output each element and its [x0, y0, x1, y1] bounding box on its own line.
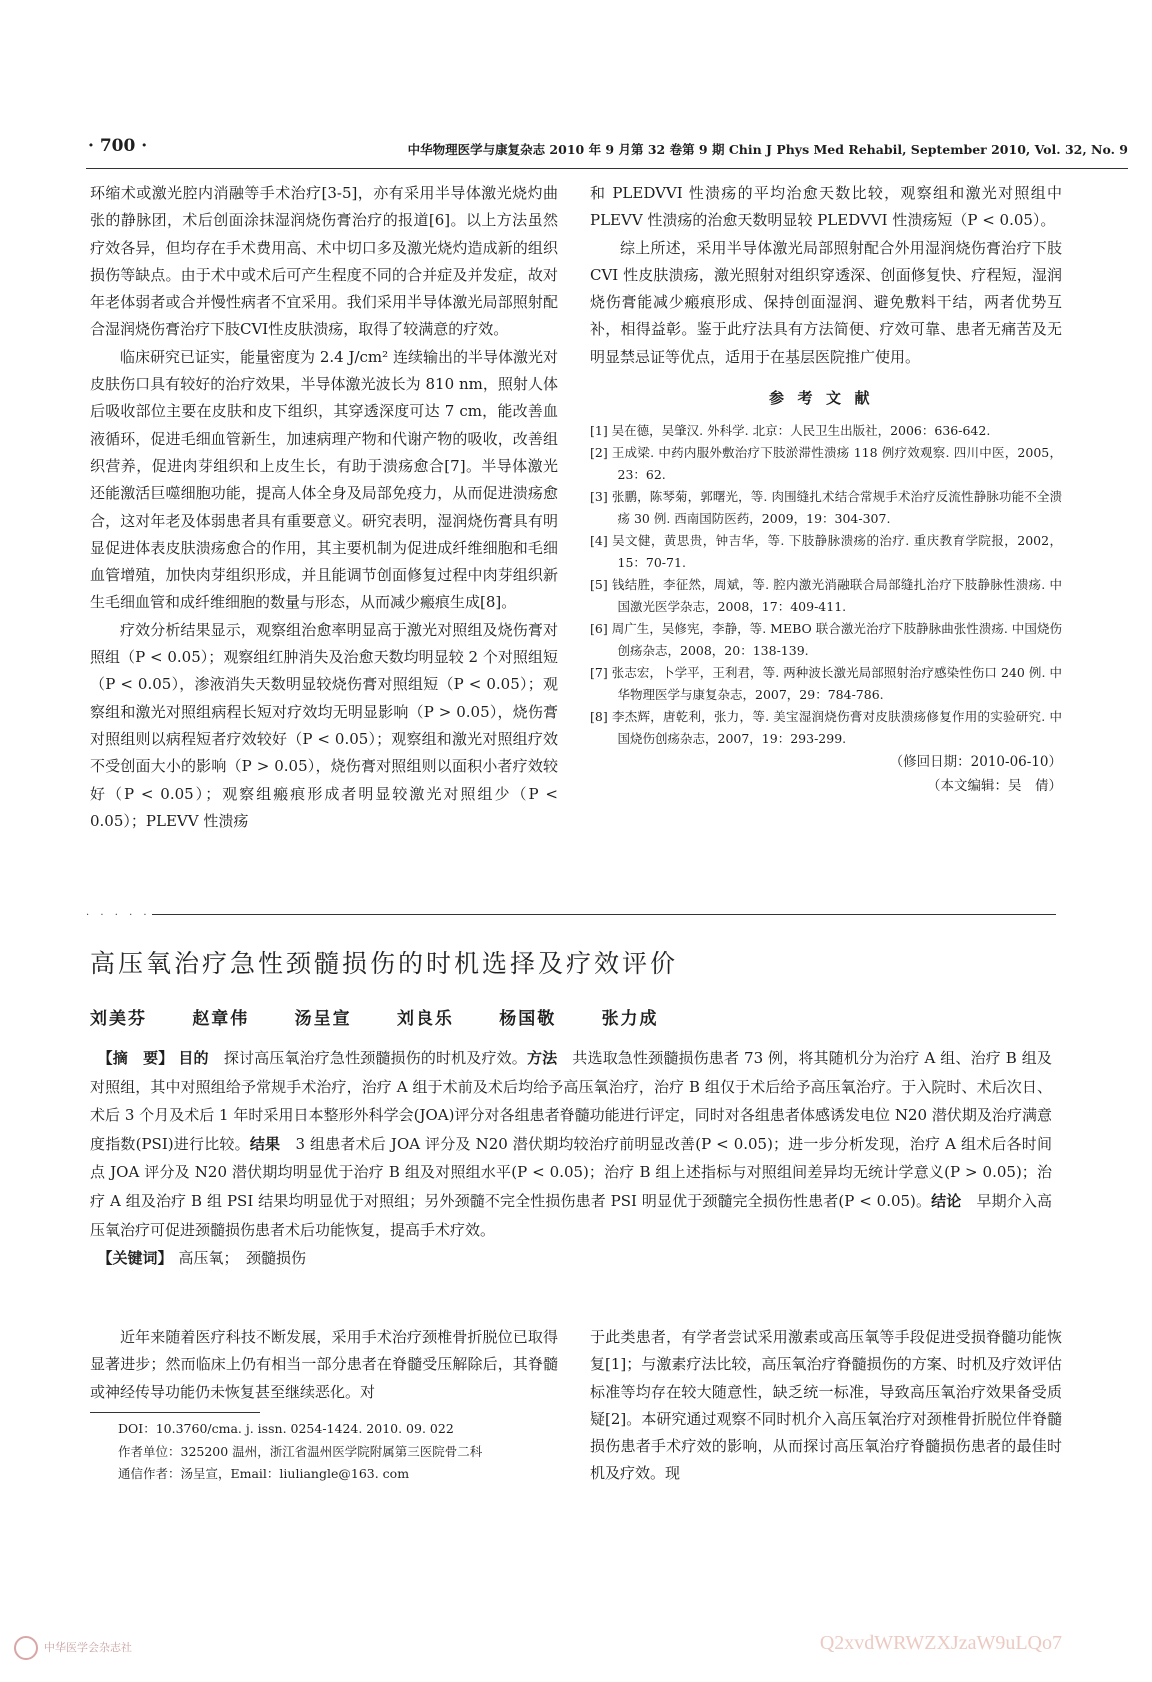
reference-item: [8] 李杰辉，唐乾利，张力，等. 美宝湿润烧伤膏对皮肤溃疡修复作用的实验研究. 中国烧伤创疡杂志，2007，19：293-299.: [590, 709, 1062, 747]
footnote-rule: [90, 1412, 260, 1413]
abstract: [90, 1044, 1052, 1273]
reference-item: [1] 吴在德，吴肇汉. 外科学. 北京：人民卫生出版社，2006：636-642.: [590, 423, 991, 439]
reference-item: [3] 张鹏，陈琴菊，郭曙光，等. 肉围缝扎术结合常规手术治疗反流性静脉功能不全溃疡 30 例. 西南国防医药，2009，19：304-307.: [590, 489, 1062, 527]
prev-article-right-column: [590, 180, 1062, 798]
purpose-label: 目的: [178, 1049, 209, 1067]
abstract-label: 【摘 要】: [105, 1049, 174, 1067]
prev-article-left-column: [90, 180, 558, 835]
footnotes: [118, 1418, 558, 1486]
reference-item: [7] 张志宏，卜学平，王利君，等. 两种波长激光局部照射治疗感染性伤口 240 例. 中华物理医学与康复杂志，2007，29：784-786.: [590, 665, 1062, 703]
article-title: 高压氧治疗急性颈髓损伤的时机选择及疗效评价: [90, 949, 679, 978]
divider-dots: · · · · ·: [86, 910, 151, 921]
author-name: 张力成: [601, 1009, 659, 1029]
method-label: 方法: [526, 1049, 558, 1067]
paragraph: 疗效分析结果显示，观察组治愈率明显高于激光对照组及烧伤膏对照组（P < 0.05）；观察组红肿消失及治愈天数均明显较 2 个对照组短（P < 0.05），渗液消失天数明显较烧伤膏对照组短（P < 0.05）；观察组和激光对照组病程长短对疗效均无明显影响（P > 0.05），烧伤膏对照组则以病程短者疗效较好（P < 0.05）；观察组和激光对照组疗效不受创面大小的影响（P > 0.05），烧伤膏对照组则以面积小者疗效较好（P < 0.05）；观察组瘢痕形成者明显较激光对照组少（P < 0.05）；PLEVV 性溃疡: [90, 620, 558, 830]
paragraph: 于此类患者，有学者尝试采用激素或高压氧等手段促进受损脊髓功能恢复[1]；与激素疗法比较，高压氧治疗脊髓损伤的方案、时机及疗效评估标准等均存在较大随意性，缺乏统一标准，导致高压氧治疗效果备受质疑[2]。本研究通过观察不同时机介入高压氧治疗对颈椎骨折脱位伴脊髓损伤患者手术疗效的影响，从而探讨高压氧治疗脊髓损伤患者的最佳时机及疗效。现: [590, 1328, 1062, 1483]
keywords-text: 高压氧； 颈髓损伤: [178, 1249, 307, 1268]
page-number: · 700 ·: [88, 136, 148, 156]
purpose-text: 探讨高压氧治疗急性颈髓损伤的时机及疗效。: [223, 1049, 527, 1067]
publisher-mark: [14, 1636, 132, 1660]
publisher-name: 中华医学会杂志社: [44, 1641, 132, 1654]
conclusion-label: 结论: [931, 1191, 962, 1210]
reference-item: [6] 周广生，吴修宪，李静，等. MEBO 联合激光治疗下肢静脉曲张性溃疡. 中国烧伤创疡杂志，2008，20：138-139.: [590, 621, 1062, 659]
reference-list: [590, 420, 1062, 750]
paragraph: 临床研究已证实，能量密度为 2.4 J/cm² 连续输出的半导体激光对皮肤伤口具有较好的治疗效果，半导体激光波长为 810 nm，照射人体后吸收部位主要在皮肤和皮下组织，其穿透深度可达 7 cm，能改善血液循环，促进毛细血管新生，加速病理产物和代谢产物的吸收，改善组织营养，促进肉芽组织和上皮生长，有助于溃疡愈合[7]。半导体激光还能激活巨噬细胞功能，提高人体全身及局部免疫力，从而促进溃疡愈合，这对年老及体弱患者具有重要意义。研究表明，湿润烧伤膏具有明显促进体表皮肤溃疡愈合的作用，其主要机制为促进成纤维细胞和毛细血管增殖，加快肉芽组织形成，并且能调节创面修复过程中肉芽组织新生毛细血管和成纤维细胞的数量与形态，从而减少瘢痕生成[8]。: [90, 347, 558, 612]
result-label: 结果: [249, 1134, 281, 1153]
paragraph: 近年来随着医疗科技不断发展，采用手术治疗颈椎骨折脱位已取得显著进步；然而临床上仍有相当一部分患者在脊髓受压解除后，其脊髓或神经传导功能仍未恢复甚至继续恶化。对: [90, 1328, 558, 1401]
affiliation: 作者单位：325200 温州，浙江省温州医学院附属第三医院骨二科: [118, 1443, 483, 1459]
author-name: 杨国敬: [499, 1009, 557, 1029]
method-text: 共选取急性颈髓损伤患者 73 例，将其随机分为治疗 A 组、治疗 B 组及对照组，其中对照组给予常规手术治疗，治疗 A 组于术前及术后均给予高压氧治疗，治疗 B 组仅于术后给予高压氧治疗。于入院时、术后次日、术后 3 个月及术后 1 年时采用日本整形外科学会(JOA)评分对各组患者脊髓功能进行评定，同时对各组患者体感诱发电位 N20 潜伏期及治疗满意度指数(PSI)进行比较。: [90, 1049, 1052, 1153]
journal-citation: 中华物理医学与康复杂志 2010 年 9 月第 32 卷第 9 期 Chin J Phys Med Rehabil, September 2010, Vol. 32, No. 9: [407, 142, 1128, 157]
author-name: 刘美芬: [90, 1009, 147, 1029]
header-rule: [86, 168, 1128, 169]
editor-note: （本文编辑：吴 倩）: [927, 778, 1062, 795]
publisher-logo-icon: [14, 1636, 38, 1660]
keywords-label: 【关键词】: [105, 1249, 173, 1268]
reference-item: [2] 王成梁. 中药内服外敷治疗下肢淤滞性溃疡 118 例疗效观察. 四川中医，2005，23：62.: [590, 445, 1062, 483]
abstract-body: [90, 1044, 1052, 1244]
revised-date: （修回日期：2010-06-10）: [889, 754, 1062, 771]
result-text: 3 组患者术后 JOA 评分及 N20 潜伏期均较治疗前明显改善(P < 0.05)；进一步分析发现，治疗 A 组术后各时间点 JOA 评分及 N20 潜伏期均明显优于治疗 B 组及对照组水平(P < 0.05)；治疗 B 组上述指标与对照组间差异均无统计学意义(P > 0.05)；治疗 A 组及治疗 B 组 PSI 结果均明显优于对照组；另外颈髓不完全性损伤患者 PSI 明显优于颈髓完全损伤性患者(P < 0.05)。: [90, 1134, 1052, 1210]
watermark: Q2xvdWRWZXJzaW9uLQo7: [819, 1632, 1062, 1654]
reference-item: [5] 钱结胜，李征然，周斌，等. 腔内激光消融联合局部缝扎治疗下肢静脉性溃疡. 中国激光医学杂志，2008，17：409-411.: [590, 577, 1062, 615]
author-name: 赵章伟: [192, 1009, 250, 1029]
running-header: [88, 136, 1128, 166]
paragraph: 环缩术或激光腔内消融等手术治疗[3-5]，亦有采用半导体激光烧灼曲张的静脉团，术后创面涂抹湿润烧伤膏治疗的报道[6]。以上方法虽然疗效各异，但均存在手术费用高、术中切口多及激光烧灼造成新的组织损伤等缺点。由于术中或术后可产生程度不同的合并症及并发症，故对年老体弱者或合并慢性病者不宜采用。我们采用半导体激光局部照射配合湿润烧伤膏治疗下肢CVI性皮肤溃疡，取得了较满意的疗效。: [90, 184, 558, 339]
doi: DOI：10.3760/cma. j. issn. 0254-1424. 2010. 09. 022: [118, 1421, 454, 1436]
keywords: [90, 1244, 1052, 1273]
body-left-column: [90, 1324, 558, 1406]
author-name: 汤呈宣: [294, 1009, 352, 1029]
conclusion-text: 早期介入高压氧治疗可促进颈髓损伤患者术后功能恢复，提高手术疗效。: [90, 1191, 1052, 1239]
author-list: [90, 1004, 696, 1029]
body-right-column: [590, 1324, 1062, 1488]
paragraph: 综上所述，采用半导体激光局部照射配合外用湿润烧伤膏治疗下肢 CVI 性皮肤溃疡，激光照射对组织穿透深、创面修复快、疗程短，湿润烧伤膏能减少瘢痕形成、保持创面湿润、避免敷料干结，两者优势互补，相得益彰。鉴于此疗法具有方法简便、疗效可靠、患者无痛苦及无明显禁忌证等优点，适用于在基层医院推广使用。: [590, 238, 1062, 366]
divider-line: [152, 914, 1056, 915]
author-name: 刘良乐: [396, 1009, 454, 1029]
article-divider: [86, 910, 1056, 921]
reference-item: [4] 吴文健，黄思贵，钟吉华，等. 下肢静脉溃疡的治疗. 重庆教育学院报，2002，15：70-71.: [590, 533, 1062, 571]
references-title: 参考文献: [768, 389, 883, 408]
paragraph: 和 PLEDVVI 性溃疡的平均治愈天数比较，观察组和激光对照组中 PLEVV 性溃疡的治愈天数明显较 PLEDVVI 性溃疡短（P < 0.05）。: [590, 184, 1062, 230]
correspondence: 通信作者：汤呈宣，Email：liuliangle@163. com: [118, 1466, 410, 1481]
